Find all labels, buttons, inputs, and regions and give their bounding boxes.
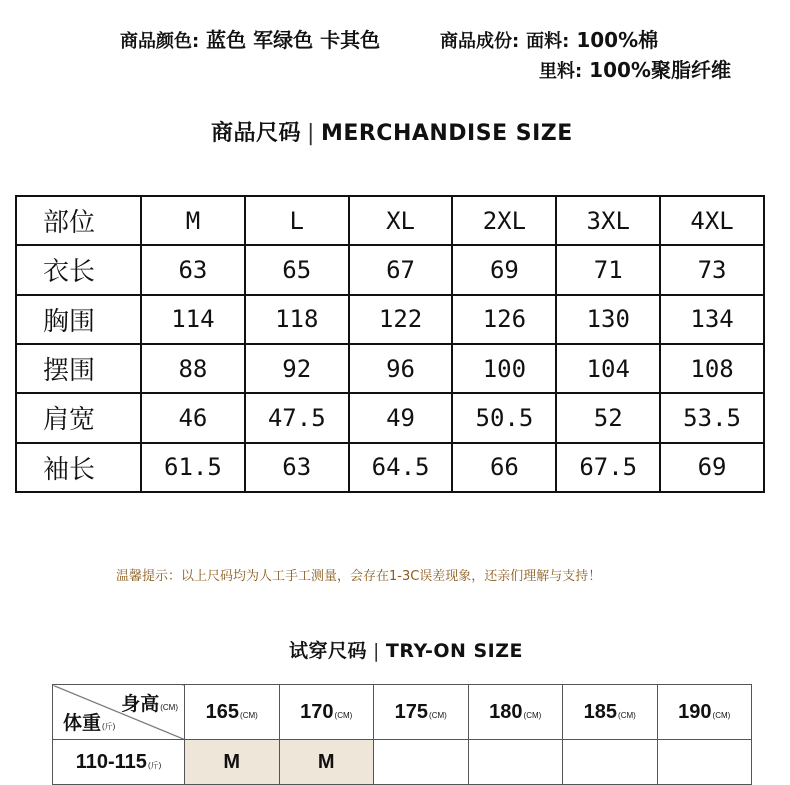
header-cell: 4XL [660, 196, 764, 245]
table-cell: 134 [660, 295, 764, 344]
table-cell: 92 [245, 344, 349, 393]
row-label: 摆围 [16, 344, 141, 393]
size-title-separator: | [307, 121, 315, 146]
table-cell: 64.5 [349, 443, 453, 492]
header-cell: L [245, 196, 349, 245]
measurement-tip: 温馨提示：以上尺码均为人工手工测量，会存在1-3C误差现象，还亲们理解与支持！ [116, 569, 602, 584]
tryon-title-en: TRY-ON SIZE [385, 640, 524, 662]
table-cell: 66 [452, 443, 556, 492]
table-cell: 122 [349, 295, 453, 344]
table-cell: 69 [660, 443, 764, 492]
size-table-header-row [16, 196, 764, 245]
height-axis-label: 身高(CM) [121, 694, 178, 715]
header-cell: XL [349, 196, 453, 245]
table-row [16, 393, 764, 442]
row-label: 胸围 [16, 295, 141, 344]
table-cell: 67 [349, 245, 453, 294]
size-table [15, 195, 765, 493]
table-row [16, 344, 764, 393]
height-header-cell: 180(CM) [468, 685, 563, 740]
lining-value: 100%聚脂纤维 [589, 58, 731, 82]
weight-axis-label: 体重(斤) [63, 713, 116, 734]
table-cell: 104 [556, 344, 660, 393]
cropped-top-text [135, 0, 201, 4]
tryon-size-cell: M [185, 740, 280, 785]
color-label: 商品颜色: [120, 31, 200, 52]
table-cell: 96 [349, 344, 453, 393]
size-title-cn: 商品尺码 [211, 121, 302, 146]
table-cell: 63 [245, 443, 349, 492]
row-label: 肩宽 [16, 393, 141, 442]
tryon-title-cn: 试穿尺码 [289, 640, 368, 662]
height-header-cell: 165(CM) [185, 685, 280, 740]
size-title-en: MERCHANDISE SIZE [320, 121, 573, 146]
composition-info [440, 24, 658, 53]
table-row [16, 245, 764, 294]
row-label: 袖长 [16, 443, 141, 492]
header-cell: 部位 [16, 196, 141, 245]
color-info [120, 24, 380, 53]
table-row [16, 295, 764, 344]
height-header-cell: 175(CM) [374, 685, 469, 740]
header-cell: M [141, 196, 245, 245]
table-cell: 65 [245, 245, 349, 294]
height-header-cell: 185(CM) [563, 685, 658, 740]
tryon-section-title [289, 636, 523, 663]
table-cell: 49 [349, 393, 453, 442]
table-cell: 53.5 [660, 393, 764, 442]
table-cell: 73 [660, 245, 764, 294]
fabric-label: 面料: [526, 31, 570, 52]
table-cell: 71 [556, 245, 660, 294]
tryon-header-row [53, 685, 752, 740]
table-cell: 130 [556, 295, 660, 344]
tryon-size-cell: M [279, 740, 374, 785]
height-header-cell: 190(CM) [657, 685, 752, 740]
cropped-top-text-right [440, 0, 608, 4]
tryon-table [52, 684, 752, 785]
color-values: 蓝色 军绿色 卡其色 [206, 28, 381, 52]
height-header-cell: 170(CM) [279, 685, 374, 740]
table-cell: 69 [452, 245, 556, 294]
lining-info [539, 54, 731, 83]
table-cell: 61.5 [141, 443, 245, 492]
table-cell: 63 [141, 245, 245, 294]
table-cell: 126 [452, 295, 556, 344]
weight-cell: 110-115(斤) [53, 740, 185, 785]
fabric-value: 100%棉 [576, 28, 659, 52]
composition-label: 商品成份: [440, 31, 520, 52]
table-cell: 88 [141, 344, 245, 393]
table-cell: 47.5 [245, 393, 349, 442]
table-cell: 108 [660, 344, 764, 393]
lining-label: 里料: [539, 61, 583, 82]
size-section-title [211, 116, 573, 147]
table-row [16, 443, 764, 492]
header-cell: 3XL [556, 196, 660, 245]
table-cell: 67.5 [556, 443, 660, 492]
table-cell: 118 [245, 295, 349, 344]
table-cell: 100 [452, 344, 556, 393]
table-cell: 52 [556, 393, 660, 442]
table-cell: 46 [141, 393, 245, 442]
table-cell: 114 [141, 295, 245, 344]
row-label: 衣长 [16, 245, 141, 294]
header-cell: 2XL [452, 196, 556, 245]
table-cell: 50.5 [452, 393, 556, 442]
corner-cell [53, 685, 185, 740]
tryon-title-separator: | [373, 640, 380, 662]
